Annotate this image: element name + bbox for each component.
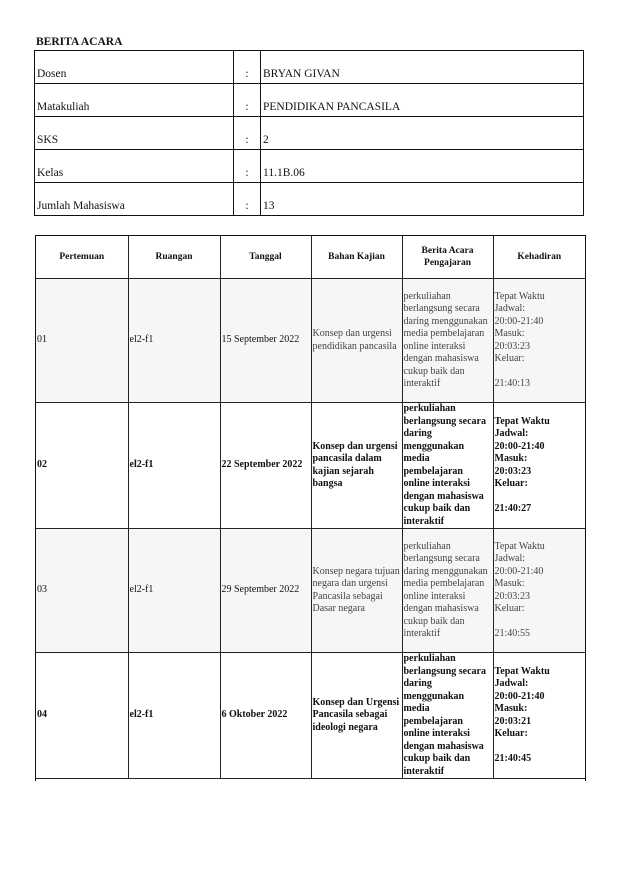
kehadiran-jadwal: 20:00-21:40 [494, 440, 545, 452]
info-value: 2 [261, 117, 584, 150]
header-kehadiran: Kehadiran [493, 236, 585, 279]
info-row-sks [35, 117, 584, 150]
schedule-table [36, 236, 585, 779]
document-title: BERITA ACARA [36, 36, 123, 48]
kehadiran-masuk-label: Masuk: [494, 578, 525, 590]
cell-kehadiran [493, 279, 585, 403]
cell-bahan-kajian: Konsep dan urgensi pendidikan pancasila [311, 279, 402, 403]
kehadiran-masuk: 20:03:23 [494, 465, 532, 477]
kehadiran-keluar-label: Keluar: [494, 353, 525, 365]
kehadiran-jadwal: 20:00-21:40 [494, 690, 545, 702]
cell-ruangan: el2-f1 [128, 403, 220, 529]
kehadiran-masuk: 20:03:23 [494, 590, 531, 602]
kehadiran-keluar: 21:40:55 [494, 627, 531, 639]
info-value: BRYAN GIVAN [261, 51, 584, 84]
kehadiran-keluar: 21:40:45 [494, 752, 532, 764]
cell-berita-acara: perkuliahan berlangsung secara daring menggunakan media pembelajaran online interaksi dengan mahasiswa cukup baik dan interaktif [402, 653, 493, 779]
kehadiran-keluar-label: Keluar: [494, 478, 528, 490]
cell-bahan-kajian: Konsep dan Urgensi Pancasila sebagai ideologi negara [311, 653, 402, 779]
cell-pertemuan: 03 [36, 529, 128, 653]
header-bahan-kajian: Bahan Kajian [311, 236, 402, 279]
header-berita-acara: Berita Acara Pengajaran [402, 236, 493, 279]
info-separator: : [234, 150, 261, 183]
cell-pertemuan: 02 [36, 403, 128, 529]
kehadiran-jadwal-label: Jadwal: [494, 428, 529, 440]
kehadiran-jadwal: 20:00-21:40 [494, 315, 544, 327]
header-tanggal: Tanggal [220, 236, 311, 279]
cell-bahan-kajian: Konsep negara tujuan negara dan urgensi Pancasila sebagai Dasar negara [311, 529, 402, 653]
info-row-matakuliah [35, 84, 584, 117]
cell-pertemuan: 04 [36, 653, 128, 779]
cell-kehadiran [493, 653, 585, 779]
cell-kehadiran [493, 403, 585, 529]
kehadiran-jadwal-label: Jadwal: [494, 678, 529, 690]
kehadiran-status: Tepat Waktu [494, 415, 550, 427]
kehadiran-masuk: 20:03:23 [494, 340, 531, 352]
table-row [36, 529, 585, 653]
header-ruangan: Ruangan [128, 236, 220, 279]
info-separator: : [234, 84, 261, 117]
cell-tanggal: 6 Oktober 2022 [220, 653, 311, 779]
info-value: PENDIDIKAN PANCASILA [261, 84, 584, 117]
kehadiran-status: Tepat Waktu [494, 665, 550, 677]
schedule-table-frame [35, 235, 586, 781]
info-separator: : [234, 117, 261, 150]
cell-tanggal: 29 September 2022 [220, 529, 311, 653]
kehadiran-masuk-label: Masuk: [494, 328, 525, 340]
table-row [36, 403, 585, 529]
cell-ruangan: el2-f1 [128, 653, 220, 779]
table-row [36, 279, 585, 403]
cell-tanggal: 15 September 2022 [220, 279, 311, 403]
kehadiran-jadwal: 20:00-21:40 [494, 565, 544, 577]
cell-pertemuan: 01 [36, 279, 128, 403]
info-value: 13 [261, 183, 584, 216]
cell-tanggal: 22 September 2022 [220, 403, 311, 529]
cell-kehadiran [493, 529, 585, 653]
kehadiran-jadwal-label: Jadwal: [494, 303, 526, 315]
cell-bahan-kajian: Konsep dan urgensi pancasila dalam kajian sejarah bangsa [311, 403, 402, 529]
cell-berita-acara: perkuliahan berlangsung secara daring menggunakan media pembelajaran online interaksi dengan mahasiswa cukup baik dan interaktif [402, 529, 493, 653]
cell-ruangan: el2-f1 [128, 529, 220, 653]
info-row-dosen [35, 51, 584, 84]
cell-berita-acara: perkuliahan berlangsung secara daring menggunakan media pembelajaran online interaksi dengan mahasiswa cukup baik dan interaktif [402, 279, 493, 403]
kehadiran-status: Tepat Waktu [494, 540, 545, 552]
cell-berita-acara: perkuliahan berlangsung secara daring menggunakan media pembelajaran online interaksi dengan mahasiswa cukup baik dan interaktif [402, 403, 493, 529]
info-separator: : [234, 183, 261, 216]
cell-ruangan: el2-f1 [128, 279, 220, 403]
info-value: 11.1B.06 [261, 150, 584, 183]
info-label: SKS [35, 117, 234, 150]
kehadiran-masuk: 20:03:21 [494, 715, 532, 727]
kehadiran-status: Tepat Waktu [494, 290, 545, 302]
table-row [36, 653, 585, 779]
schedule-header-row [36, 236, 585, 279]
kehadiran-keluar: 21:40:13 [494, 377, 531, 389]
kehadiran-keluar-label: Keluar: [494, 603, 525, 615]
kehadiran-jadwal-label: Jadwal: [494, 553, 526, 565]
info-label: Jumlah Mahasiswa [35, 183, 234, 216]
info-label: Kelas [35, 150, 234, 183]
kehadiran-masuk-label: Masuk: [494, 453, 528, 465]
header-pertemuan: Pertemuan [36, 236, 128, 279]
kehadiran-masuk-label: Masuk: [494, 703, 528, 715]
info-row-jumlah-mahasiswa [35, 183, 584, 216]
info-label: Dosen [35, 51, 234, 84]
kehadiran-keluar-label: Keluar: [494, 728, 528, 740]
info-label: Matakuliah [35, 84, 234, 117]
info-separator: : [234, 51, 261, 84]
info-row-kelas [35, 150, 584, 183]
course-info-table [34, 50, 584, 216]
kehadiran-keluar: 21:40:27 [494, 502, 532, 514]
